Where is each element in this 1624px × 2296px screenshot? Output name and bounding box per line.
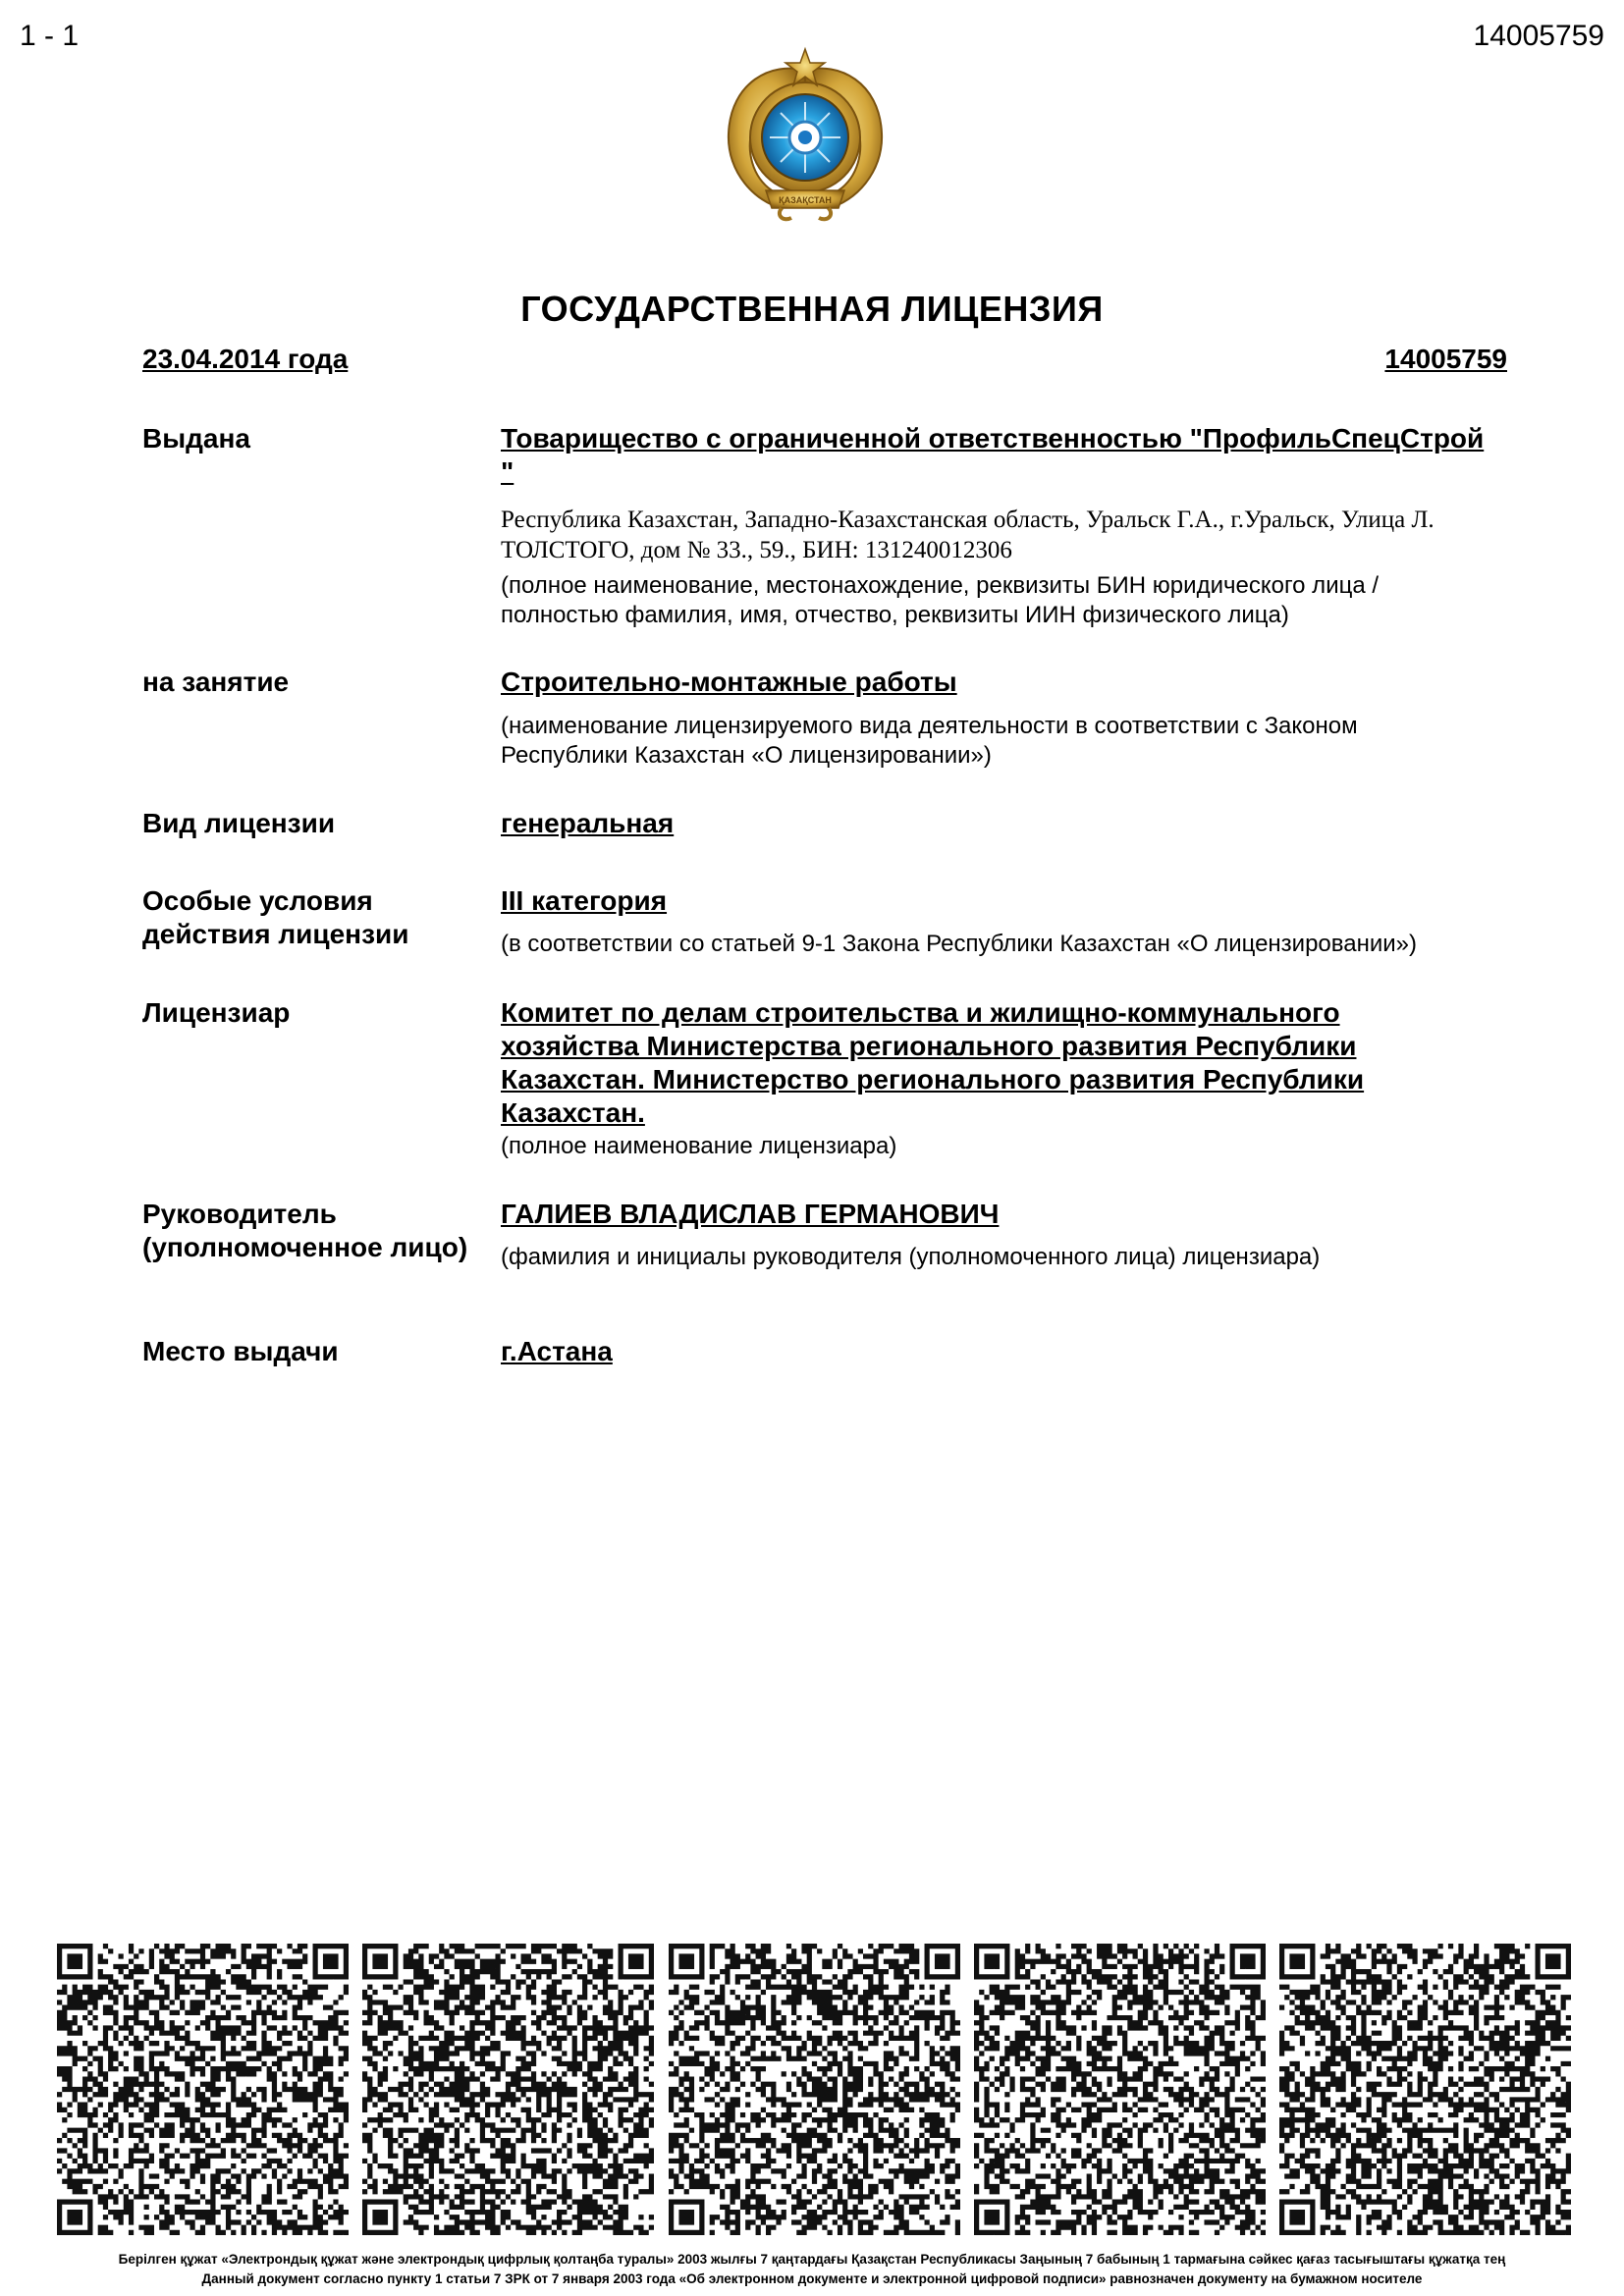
qr-code-icon xyxy=(669,1944,960,2235)
svg-text:ҚАЗАҚСТАН: ҚАЗАҚСТАН xyxy=(779,195,832,205)
special-conditions-value: III категория xyxy=(501,885,668,916)
licensor-note: (полное наименование лицензиара) xyxy=(501,1133,897,1159)
licensor-value-line: Комитет по делам строительства и жилищно-коммунального xyxy=(501,997,1340,1028)
kazakhstan-state-emblem-icon xyxy=(713,43,897,228)
licensor-value-line: Казахстан. xyxy=(501,1097,645,1128)
issued-to-note-line: полностью фамилия, имя, отчество, реквизиты ИИН физического лица) xyxy=(501,602,1289,628)
qr-code-row xyxy=(57,1944,1571,2235)
special-conditions-note: (в соответствии со статьей 9-1 Закона Республики Казахстан «О лицензировании») xyxy=(501,931,1418,957)
activity-note-line: Республики Казахстан «О лицензировании») xyxy=(501,742,992,769)
qr-code-icon xyxy=(1279,1944,1571,2235)
special-conditions-label-line: Особые условия xyxy=(142,885,373,916)
head-label-line: Руководитель xyxy=(142,1199,337,1229)
licensee-address-line: ТОЛСТОГО, дом № 33., 59., БИН: 131240012306 xyxy=(501,537,1012,563)
activity-note-line: (наименование лицензируемого вида деятельности в соответствии с Законом xyxy=(501,713,1358,739)
qr-code-icon xyxy=(974,1944,1266,2235)
page-counter: 1 - 1 xyxy=(20,20,80,52)
place-value: г.Астана xyxy=(501,1336,613,1366)
license-type-label: Вид лицензии xyxy=(142,808,336,838)
qr-code-icon xyxy=(362,1944,654,2235)
special-conditions-label-line: действия лицензии xyxy=(142,919,409,949)
header-license-number: 14005759 xyxy=(1473,20,1604,52)
issue-date: 23.04.2014 года xyxy=(142,344,349,374)
activity-value: Строительно-монтажные работы xyxy=(501,667,957,697)
licensee-address xyxy=(501,505,1551,565)
head-label xyxy=(142,1198,467,1264)
place-label: Место выдачи xyxy=(142,1336,339,1366)
licensor-value xyxy=(501,996,1551,1130)
issued-to-note-line: (полное наименование, местонахождение, реквизиты БИН юридического лица / xyxy=(501,572,1380,599)
activity-label: на занятие xyxy=(142,667,290,697)
license-type-value: генеральная xyxy=(501,808,675,838)
head-label-line: (уполномоченное лицо) xyxy=(142,1232,468,1262)
legal-footer-ru: Данный документ согласно пункту 1 статьи 7 ЗРК от 7 января 2003 года «Об электронном документе и электронной цифровой подписи» равнозначен документу на бумажном носителе xyxy=(201,2271,1423,2286)
licensee-name xyxy=(501,422,1551,489)
special-conditions-label xyxy=(142,884,408,951)
legal-footer xyxy=(0,2250,1624,2289)
qr-code-icon xyxy=(57,1944,349,2235)
licensee-name-line: Товарищество с ограниченной ответственностью "ПрофильСпецСтрой xyxy=(501,423,1485,454)
legal-footer-kz: Берілген құжат «Электрондық құжат және электрондық цифрлық қолтаңба туралы» 2003 жылғы 7 қаңтардағы Қазақстан Республикасы Заңының 7 бабының 1 тармағына сәйкес қағаз тасығыштағы құжатқа тең xyxy=(118,2252,1506,2267)
licensee-name-line: " xyxy=(501,456,514,487)
licensor-label: Лицензиар xyxy=(142,997,291,1028)
head-note: (фамилия и инициалы руководителя (уполномоченного лица) лицензиара) xyxy=(501,1244,1321,1270)
activity-note xyxy=(501,712,1551,771)
license-number: 14005759 xyxy=(1384,344,1507,374)
head-value: ГАЛИЕВ ВЛАДИСЛАВ ГЕРМАНОВИЧ xyxy=(501,1199,1000,1229)
licensor-value-line: хозяйства Министерства регионального развития Республики xyxy=(501,1031,1357,1061)
issued-to-note xyxy=(501,571,1551,630)
licensee-address-line: Республика Казахстан, Западно-Казахстанская область, Уральск Г.А., г.Уральск, Улица Л. xyxy=(501,507,1435,533)
issued-to-label: Выдана xyxy=(142,423,250,454)
licensor-value-line: Казахстан. Министерство регионального развития Республики xyxy=(501,1064,1365,1095)
document-title: ГОСУДАРСТВЕННАЯ ЛИЦЕНЗИЯ xyxy=(520,289,1104,329)
